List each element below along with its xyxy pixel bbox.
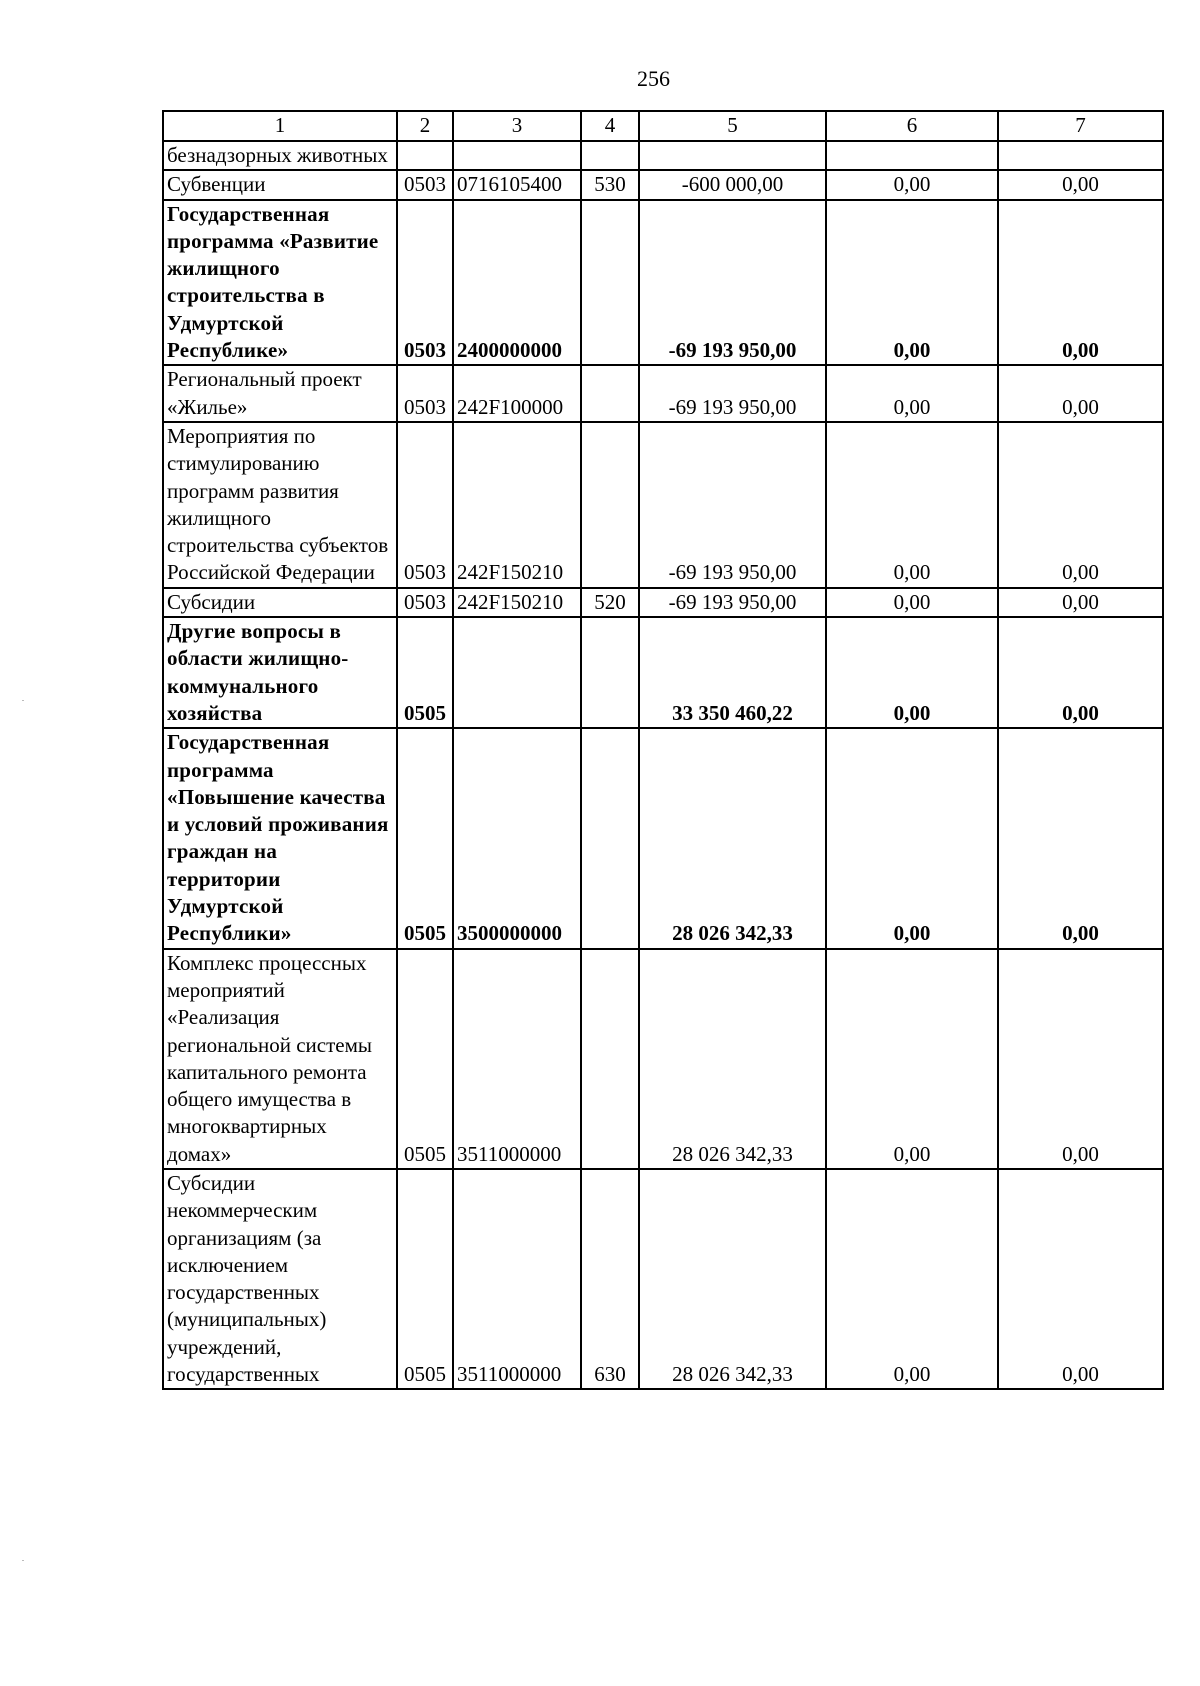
section-code-cell: 0505 xyxy=(397,617,453,728)
row-name-cell: Государственная программа «Повышение качества и условий проживания граждан на территории Удмуртской Республики» xyxy=(163,728,397,948)
amount-cell: 0,00 xyxy=(998,949,1163,1169)
amount-cell: -69 193 950,00 xyxy=(639,365,826,422)
amount-cell xyxy=(826,141,998,170)
row-name-cell: Субсидии некоммерческим организациям (за исключением государственных (муниципальных) учреждений, государственных xyxy=(163,1169,397,1389)
table-row xyxy=(163,422,1163,588)
target-code-cell: 3511000000 xyxy=(453,1169,581,1389)
target-code-cell xyxy=(453,141,581,170)
amount-cell: 0,00 xyxy=(826,422,998,588)
header-cell: 6 xyxy=(826,111,998,141)
amount-cell xyxy=(639,141,826,170)
expense-type-cell xyxy=(581,728,639,948)
table-row xyxy=(163,728,1163,948)
amount-cell: 0,00 xyxy=(826,617,998,728)
target-code-cell xyxy=(453,617,581,728)
amount-cell: 0,00 xyxy=(998,728,1163,948)
expense-type-cell xyxy=(581,422,639,588)
amount-cell: 28 026 342,33 xyxy=(639,728,826,948)
scan-artifact xyxy=(22,700,24,701)
table-row xyxy=(163,141,1163,170)
expense-type-cell: 520 xyxy=(581,588,639,617)
section-code-cell: 0505 xyxy=(397,1169,453,1389)
table-row xyxy=(163,588,1163,617)
table-row xyxy=(163,170,1163,199)
amount-cell: 0,00 xyxy=(826,728,998,948)
section-code-cell: 0503 xyxy=(397,588,453,617)
header-cell: 5 xyxy=(639,111,826,141)
section-code-cell: 0503 xyxy=(397,200,453,366)
scan-artifact xyxy=(22,1560,24,1561)
header-row xyxy=(163,111,1163,141)
row-name-cell: Субвенции xyxy=(163,170,397,199)
amount-cell: -69 193 950,00 xyxy=(639,200,826,366)
table-row xyxy=(163,200,1163,366)
target-code-cell: 242F150210 xyxy=(453,588,581,617)
table-row xyxy=(163,1169,1163,1389)
amount-cell xyxy=(998,141,1163,170)
table-row xyxy=(163,949,1163,1169)
row-name-cell: Государственная программа «Развитие жилищного строительства в Удмуртской Республике» xyxy=(163,200,397,366)
amount-cell: 0,00 xyxy=(826,365,998,422)
section-code-cell: 0505 xyxy=(397,949,453,1169)
amount-cell: 0,00 xyxy=(998,200,1163,366)
header-cell: 3 xyxy=(453,111,581,141)
expense-type-cell xyxy=(581,141,639,170)
amount-cell: 0,00 xyxy=(998,170,1163,199)
amount-cell: -69 193 950,00 xyxy=(639,588,826,617)
amount-cell: 0,00 xyxy=(998,365,1163,422)
amount-cell: 0,00 xyxy=(998,617,1163,728)
expense-type-cell xyxy=(581,200,639,366)
amount-cell: 0,00 xyxy=(998,422,1163,588)
section-code-cell: 0503 xyxy=(397,365,453,422)
budget-table xyxy=(162,110,1164,1390)
target-code-cell: 0716105400 xyxy=(453,170,581,199)
expense-type-cell: 630 xyxy=(581,1169,639,1389)
section-code-cell: 0503 xyxy=(397,422,453,588)
amount-cell: 0,00 xyxy=(826,200,998,366)
header-cell: 1 xyxy=(163,111,397,141)
section-code-cell xyxy=(397,141,453,170)
target-code-cell: 242F100000 xyxy=(453,365,581,422)
amount-cell: 28 026 342,33 xyxy=(639,1169,826,1389)
amount-cell: 0,00 xyxy=(826,170,998,199)
expense-type-cell xyxy=(581,949,639,1169)
expense-type-cell: 530 xyxy=(581,170,639,199)
amount-cell: 0,00 xyxy=(826,1169,998,1389)
amount-cell: -600 000,00 xyxy=(639,170,826,199)
table-row xyxy=(163,617,1163,728)
table-row xyxy=(163,365,1163,422)
header-cell: 7 xyxy=(998,111,1163,141)
header-cell: 2 xyxy=(397,111,453,141)
row-name-cell: Другие вопросы в области жилищно-коммунального хозяйства xyxy=(163,617,397,728)
page-number: 256 xyxy=(637,66,670,91)
expense-type-cell xyxy=(581,617,639,728)
row-name-cell: безнадзорных животных xyxy=(163,141,397,170)
target-code-cell: 3500000000 xyxy=(453,728,581,948)
row-name-cell: Мероприятия по стимулированию программ развития жилищного строительства субъектов Российской Федерации xyxy=(163,422,397,588)
amount-cell: 0,00 xyxy=(826,949,998,1169)
section-code-cell: 0505 xyxy=(397,728,453,948)
section-code-cell: 0503 xyxy=(397,170,453,199)
amount-cell: 33 350 460,22 xyxy=(639,617,826,728)
target-code-cell: 242F150210 xyxy=(453,422,581,588)
header-cell: 4 xyxy=(581,111,639,141)
row-name-cell: Комплекс процессных мероприятий «Реализация региональной системы капитального ремонта общего имущества в многоквартирных домах» xyxy=(163,949,397,1169)
row-name-cell: Региональный проект «Жилье» xyxy=(163,365,397,422)
amount-cell: 0,00 xyxy=(826,588,998,617)
expense-type-cell xyxy=(581,365,639,422)
amount-cell: 28 026 342,33 xyxy=(639,949,826,1169)
amount-cell: 0,00 xyxy=(998,588,1163,617)
row-name-cell: Субсидии xyxy=(163,588,397,617)
amount-cell: 0,00 xyxy=(998,1169,1163,1389)
target-code-cell: 2400000000 xyxy=(453,200,581,366)
amount-cell: -69 193 950,00 xyxy=(639,422,826,588)
target-code-cell: 3511000000 xyxy=(453,949,581,1169)
